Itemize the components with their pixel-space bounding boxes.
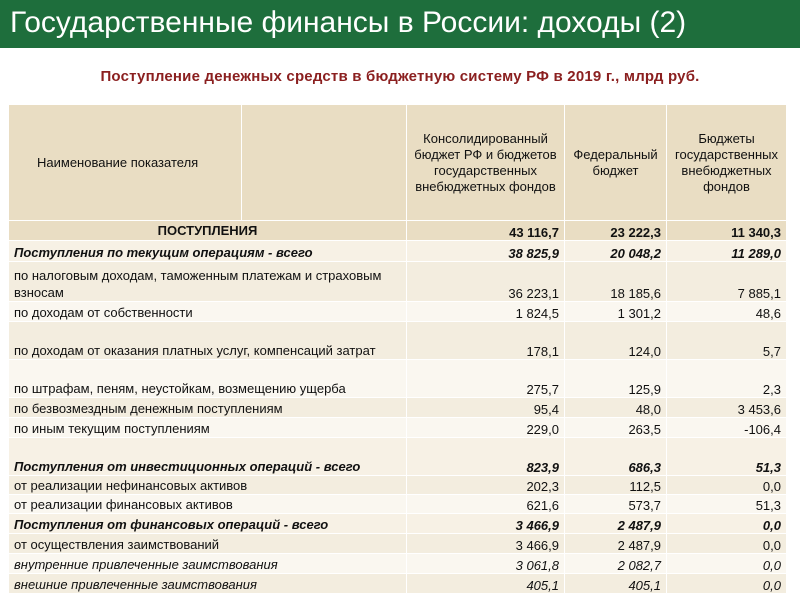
cell-consolidated: 621,6 (407, 495, 565, 514)
table-row (9, 360, 787, 398)
table-row (9, 534, 787, 554)
row-label: по штрафам, пеням, неустойкам, возмещению ущерба (9, 360, 407, 398)
cell-funds: 5,7 (667, 322, 787, 360)
cell-consolidated: 3 061,8 (407, 554, 565, 574)
cell-consolidated: 202,3 (407, 476, 565, 495)
cell-funds: 51,3 (667, 495, 787, 514)
row-label: по безвозмездным денежным поступлениям (9, 398, 407, 418)
table-row (9, 438, 787, 476)
cell-federal: 2 487,9 (565, 514, 667, 534)
cell-federal: 686,3 (565, 438, 667, 476)
cell-federal: 2 082,7 (565, 554, 667, 574)
table-row (9, 241, 787, 262)
table-row (9, 418, 787, 438)
cell-federal: 112,5 (565, 476, 667, 495)
cell-consolidated: 3 466,9 (407, 534, 565, 554)
row-label: от осуществления заимствований (9, 534, 407, 554)
cell-consolidated: 36 223,1 (407, 262, 565, 302)
cell-funds: 0,0 (667, 476, 787, 495)
cell-federal: 1 301,2 (565, 302, 667, 322)
row-label: внутренние привлеченные заимствования (9, 554, 407, 574)
cell-funds: 0,0 (667, 534, 787, 554)
header-funds: Бюджеты государственных внебюджетных фондов (667, 105, 787, 221)
table-row (9, 302, 787, 322)
table-header-row (9, 105, 787, 221)
row-label: по доходам от собственности (9, 302, 407, 322)
cell-funds: 0,0 (667, 574, 787, 594)
header-name: Наименование показателя (9, 105, 242, 221)
header-federal: Федеральный бюджет (565, 105, 667, 221)
table-row (9, 495, 787, 514)
cell-funds: 51,3 (667, 438, 787, 476)
header-blank (242, 105, 407, 221)
cell-federal: 573,7 (565, 495, 667, 514)
cell-funds: 11 289,0 (667, 241, 787, 262)
table-row (9, 221, 787, 241)
row-label: внешние привлеченные заимствования (9, 574, 407, 594)
row-label: Поступления от финансовых операций - всего (9, 514, 407, 534)
cell-consolidated: 405,1 (407, 574, 565, 594)
cell-consolidated: 95,4 (407, 398, 565, 418)
cell-federal: 48,0 (565, 398, 667, 418)
row-label: от реализации финансовых активов (9, 495, 407, 514)
cell-funds: 3 453,6 (667, 398, 787, 418)
row-label: от реализации нефинансовых активов (9, 476, 407, 495)
cell-federal: 124,0 (565, 322, 667, 360)
cell-federal: 23 222,3 (565, 221, 667, 241)
row-label: Поступления по текущим операциям - всего (9, 241, 407, 262)
cell-consolidated: 3 466,9 (407, 514, 565, 534)
revenue-table (8, 104, 787, 594)
cell-consolidated: 275,7 (407, 360, 565, 398)
cell-federal: 263,5 (565, 418, 667, 438)
cell-federal: 18 185,6 (565, 262, 667, 302)
row-label: по налоговым доходам, таможенным платежам и страховым взносам (9, 262, 407, 302)
cell-funds: 48,6 (667, 302, 787, 322)
row-label: ПОСТУПЛЕНИЯ (9, 221, 407, 241)
row-label: Поступления от инвестиционных операций - всего (9, 438, 407, 476)
cell-federal: 125,9 (565, 360, 667, 398)
table-subtitle: Поступление денежных средств в бюджетную систему РФ в 2019 г., млрд руб. (100, 68, 700, 85)
cell-federal: 405,1 (565, 574, 667, 594)
cell-funds: 0,0 (667, 514, 787, 534)
slide-title: Государственные финансы в России: доходы (2) (10, 6, 687, 39)
cell-funds: 11 340,3 (667, 221, 787, 241)
cell-consolidated: 178,1 (407, 322, 565, 360)
table-row (9, 574, 787, 594)
cell-consolidated: 229,0 (407, 418, 565, 438)
table-row (9, 262, 787, 302)
cell-federal: 2 487,9 (565, 534, 667, 554)
cell-consolidated: 823,9 (407, 438, 565, 476)
cell-consolidated: 38 825,9 (407, 241, 565, 262)
cell-funds: 7 885,1 (667, 262, 787, 302)
cell-federal: 20 048,2 (565, 241, 667, 262)
cell-consolidated: 43 116,7 (407, 221, 565, 241)
table-row (9, 322, 787, 360)
row-label: по иным текущим поступлениям (9, 418, 407, 438)
table-row (9, 398, 787, 418)
table-row (9, 514, 787, 534)
cell-funds: -106,4 (667, 418, 787, 438)
cell-funds: 2,3 (667, 360, 787, 398)
row-label: по доходам от оказания платных услуг, компенсаций затрат (9, 322, 407, 360)
table-row (9, 554, 787, 574)
cell-consolidated: 1 824,5 (407, 302, 565, 322)
table-row (9, 476, 787, 495)
header-consolidated: Консолидированный бюджет РФ и бюджетов государственных внебюджетных фондов (407, 105, 565, 221)
cell-funds: 0,0 (667, 554, 787, 574)
slide-header (0, 0, 800, 48)
